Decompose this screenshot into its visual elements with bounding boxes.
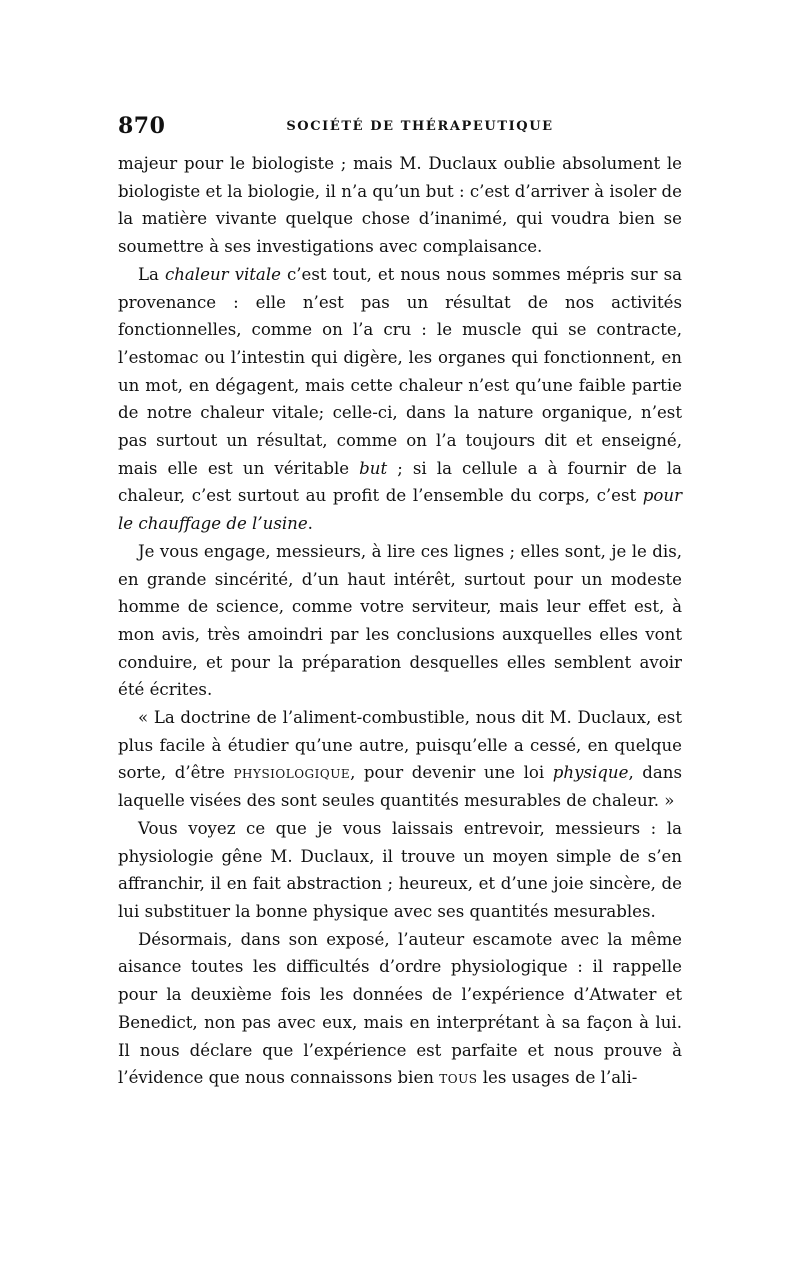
page-number: 870 xyxy=(118,113,166,139)
italic-text: physique xyxy=(552,763,629,783)
italic-text: chaleur vitale xyxy=(164,264,281,284)
text-run: . xyxy=(307,514,313,534)
body-text xyxy=(118,150,682,1092)
paragraph xyxy=(118,704,682,815)
text-run: Je vous engage, messieurs, à lire ces lignes ; elles sont, je le dis, en grande sincérité, d’un haut intérêt, surtout pour un modeste homme de science, comme votre serviteur, mais leur effet est, à mon avis, très amoindri par les conclusions auxquelles elles vont conduire, et pour la préparation desquelles elles semblent avoir été écrites. xyxy=(118,541,682,700)
paragraph xyxy=(118,815,682,926)
smallcaps-text: physiologique xyxy=(233,763,351,783)
text-run: les usages de l’ali- xyxy=(477,1068,638,1088)
text-run: Vous voyez ce que je vous laissais entrevoir, messieurs : la physiologie gêne M. Duclaux, il trouve un moyen simple de s’en affranchir, il en fait abstraction ; heureux, et d’une joie sincère, de lui substituer la bonne physique avec ses quantités mesurables. xyxy=(118,818,682,921)
running-head xyxy=(118,113,682,145)
text-run: c’est tout, et nous nous sommes mépris sur sa provenance : elle n’est pas un résultat de nos activités fonctionnelles, comme on l’a cru : le muscle qui se contracte, l’estomac ou l’intestin qui digère, les organes qui fonctionnent, en un mot, en dégagent, mais cette chaleur n’est qu’une faible partie de notre chaleur vitale; celle-ci, dans la nature organique, n’est pas surtout un résultat, comme on l’a toujours dit et enseigné, mais elle est un véritable xyxy=(118,264,683,478)
text-run: majeur pour le biologiste ; mais M. Duclaux oublie absolument le biologiste et la biologie, il n’a qu’un but : c’est d’arriver à isoler de la matière vivante quelque chose d’inanimé, qui voudra bien se soumettre à ses investigations avec complaisance. xyxy=(118,154,682,257)
text-run: « La doctrine de l’aliment-combustible, nous dit M. Duclaux, est plus facile à étudier qu’une autre, puisqu’elle a cessé, en quelque sorte, d’être xyxy=(118,708,682,783)
text-run: ; si la cellule a à fournir de la chaleur, c’est surtout au profit de l’ensemble du corps, c’est xyxy=(118,458,683,506)
paragraph xyxy=(118,261,682,538)
text-run: , pour devenir une loi xyxy=(350,763,553,783)
smallcaps-text: tous xyxy=(439,1068,478,1088)
text-run: Désormais, dans son exposé, l’auteur escamote avec la même aisance toutes les difficultés d’ordre physiologique : il rappelle pour la deuxième fois les données de l’expérience d’Atwater et Benedict, non pas avec eux, mais en interprétant à sa façon à lui. Il nous déclare que l’expérience est parfaite et nous prouve à l’évidence que nous connaissons bien xyxy=(118,929,682,1088)
paragraph xyxy=(118,150,682,261)
paragraph xyxy=(118,926,682,1092)
text-run: La xyxy=(138,264,165,284)
paragraph xyxy=(118,538,682,704)
italic-text: pour le chauffage de l’usine xyxy=(118,486,682,534)
italic-text: but xyxy=(359,458,388,478)
running-title: SOCIÉTÉ DE THÉRAPEUTIQUE xyxy=(286,119,554,134)
text-run: , dans laquelle visées des sont seules quantités mesurables de chaleur. » xyxy=(118,763,682,811)
